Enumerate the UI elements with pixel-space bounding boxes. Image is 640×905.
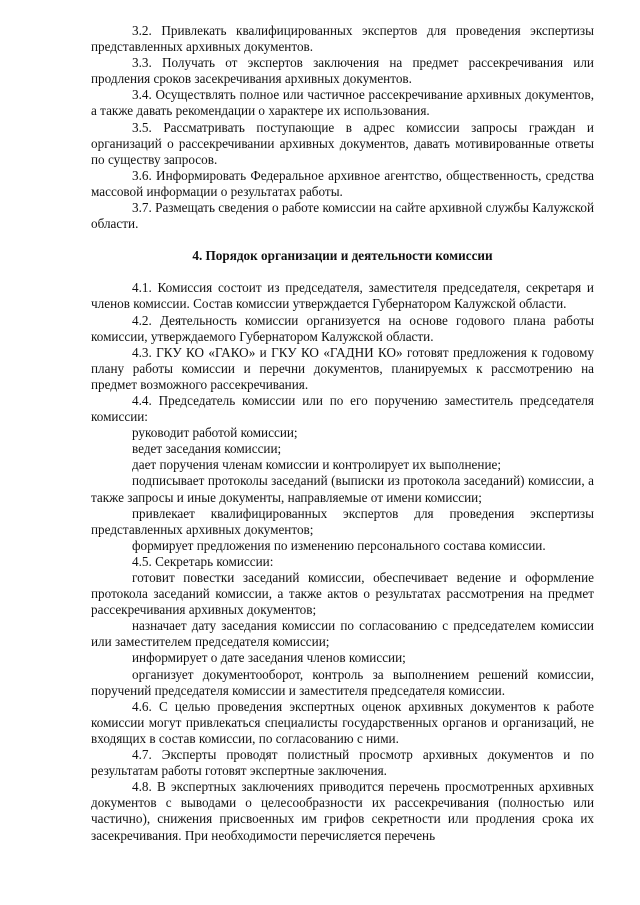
paragraph-4-3: 4.3. ГКУ КО «ГАКО» и ГКУ КО «ГАДНИ КО» готовят предложения к годовому плану работы комиссии и перечни документов, планируемых к рассмотрению на предмет возможного рассекречивания. <box>91 344 594 392</box>
list-item: привлекает квалифицированных экспертов для проведения экспертизы представленных архивных документов; <box>91 505 594 537</box>
paragraph-3-4: 3.4. Осуществлять полное или частичное рассекречивание архивных документов, а также давать рекомендации о характере их использования. <box>91 87 594 119</box>
paragraph-4-8: 4.8. В экспертных заключениях приводится перечень просмотренных архивных документов с выводами о целесообразности их рассекречивания (полностью или частично), снижения присвоенных им грифов секретности или продления срока их засекречивания. При необходимости перечисляется перечень <box>91 779 594 843</box>
section-heading: 4. Порядок организации и деятельности комиссии <box>192 248 493 264</box>
list-item: подписывает протоколы заседаний (выписки из протокола заседаний) комиссии, а также запросы и иные документы, направляемые от имени комиссии; <box>91 473 594 505</box>
paragraph-3-7: 3.7. Размещать сведения о работе комиссии на сайте архивной службы Калужской области. <box>91 200 594 232</box>
list-item: формирует предложения по изменению персонального состава комиссии. <box>132 537 546 553</box>
paragraph-3-2: 3.2. Привлекать квалифицированных экспертов для проведения экспертизы представленных архивных документов. <box>91 23 594 55</box>
list-item: готовит повестки заседаний комиссии, обеспечивает ведение и оформление протокола заседаний комиссии, а также актов о результатах рассмотрения на предмет рассекречивания архивных документов; <box>91 570 594 618</box>
list-item: назначает дату заседания комиссии по согласованию с председателем комиссии или заместителем председателя комиссии; <box>91 618 594 650</box>
list-item: руководит работой комиссии; <box>132 425 298 441</box>
document-page <box>91 23 594 844</box>
paragraph-3-5: 3.5. Рассматривать поступающие в адрес комиссии запросы граждан и организаций о рассекречивании архивных документов, давать мотивированные ответы по существу запросов. <box>91 119 594 167</box>
paragraph-4-2: 4.2. Деятельность комиссии организуется на основе годового плана работы комиссии, утверждаемого Губернатором Калужской области. <box>91 312 594 344</box>
paragraph-4-7: 4.7. Эксперты проводят полистный просмотр архивных документов и по результатам работы готовят экспертные заключения. <box>91 747 594 779</box>
paragraph-3-3: 3.3. Получать от экспертов заключения на предмет рассекречивания или продления сроков засекречивания архивных документов. <box>91 55 594 87</box>
list-item: дает поручения членам комиссии и контролирует их выполнение; <box>132 457 502 473</box>
paragraph-3-6: 3.6. Информировать Федеральное архивное агентство, общественность, средства массовой информации о результатах работы. <box>91 167 594 199</box>
list-item: информирует о дате заседания членов комиссии; <box>132 650 406 666</box>
paragraph-4-4: 4.4. Председатель комиссии или по его поручению заместитель председателя комиссии: <box>91 392 594 425</box>
list-item: организует документооборот, контроль за выполнением решений комиссии, поручений председателя комиссии и заместителя председателя комиссии. <box>91 666 594 698</box>
paragraph-4-5: 4.5. Секретарь комиссии: <box>132 553 274 569</box>
list-item: ведет заседания комиссии; <box>132 441 282 457</box>
paragraph-4-6: 4.6. С целью проведения экспертных оценок архивных документов к работе комиссии могут привлекаться специалисты государственных органов и организаций, не входящих в состав комиссии, по согласованию с ними. <box>91 698 594 746</box>
paragraph-4-1: 4.1. Комиссия состоит из председателя, заместителя председателя, секретаря и членов комиссии. Состав комиссии утверждается Губернатором Калужской области. <box>91 280 594 312</box>
